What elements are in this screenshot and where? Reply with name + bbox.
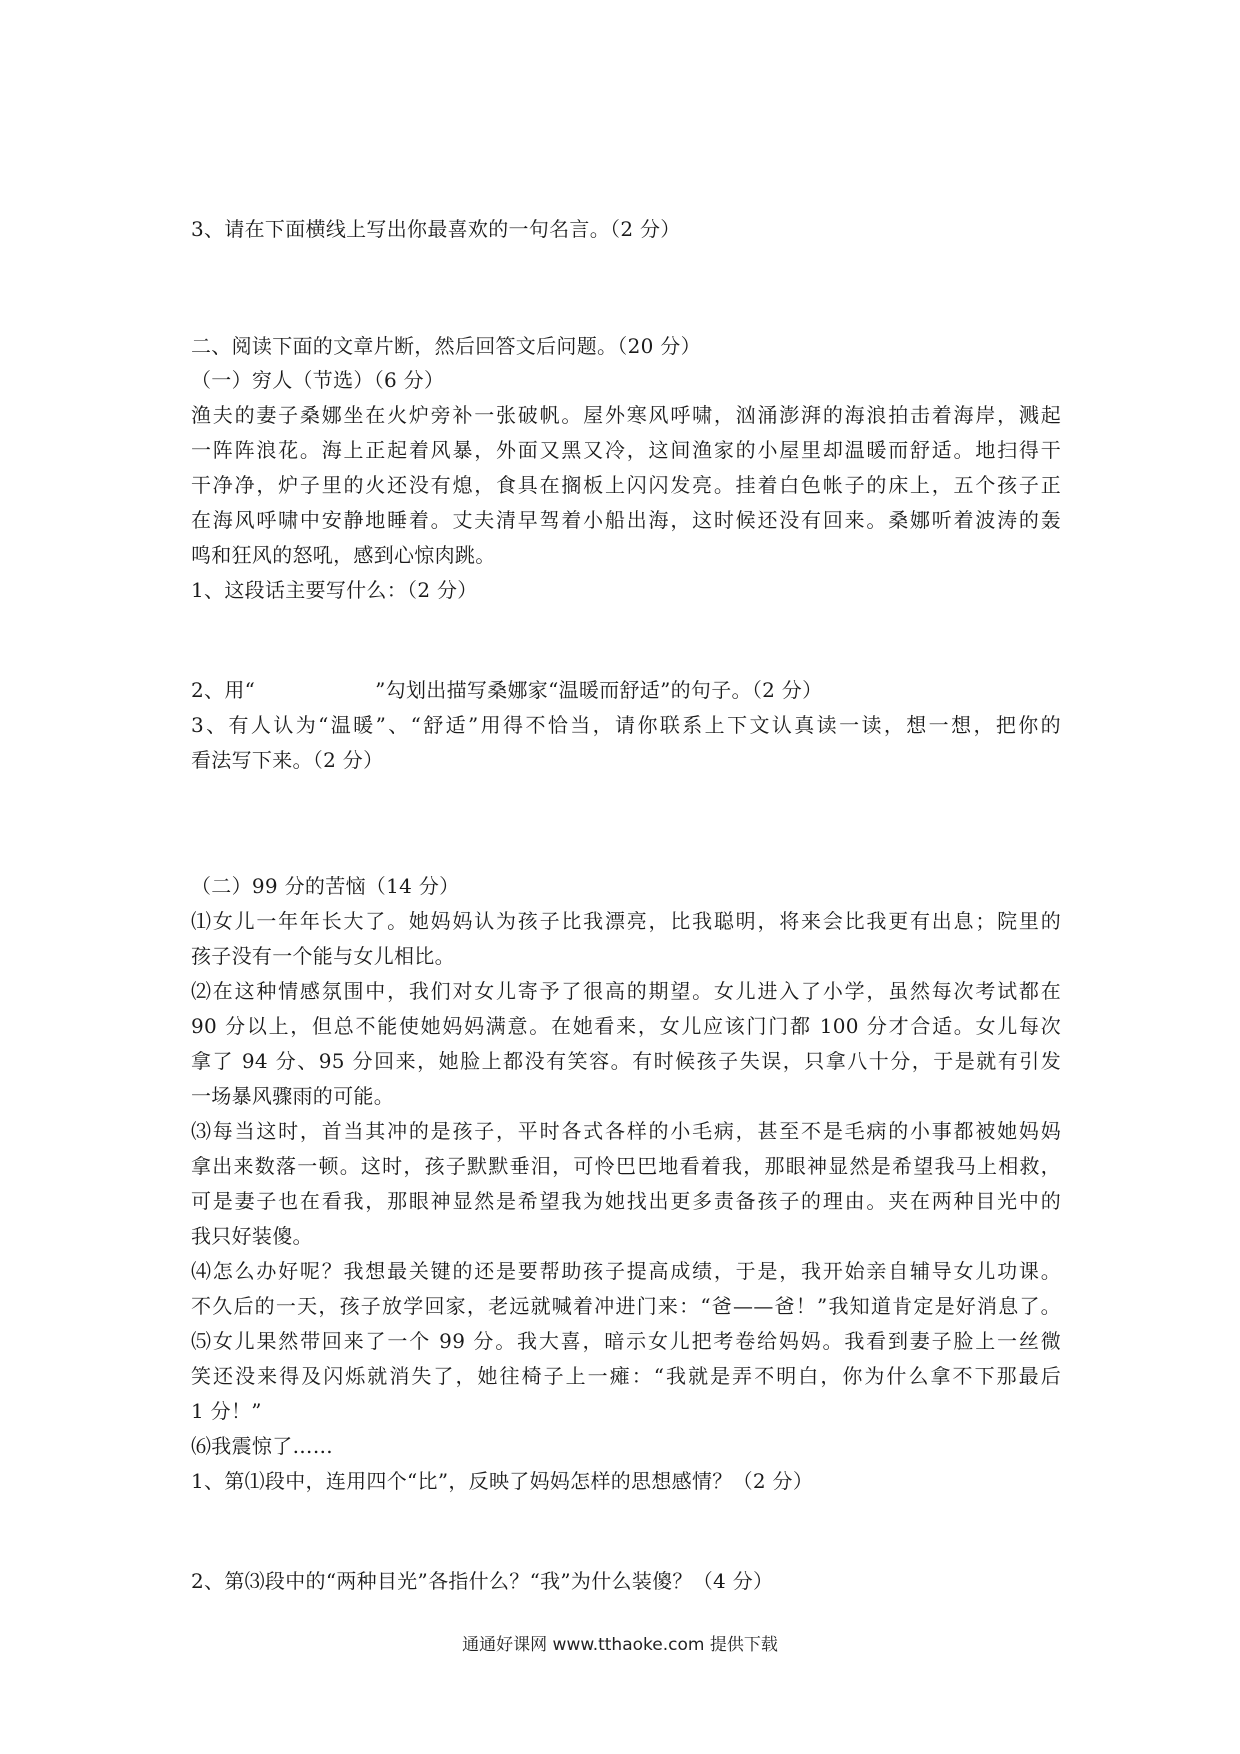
part-2-text-line: ⑴女儿一年年长大了。她妈妈认为孩子比我漂亮，比我聪明，将来会比我更有出息；院里的 xyxy=(191,909,1061,933)
part-2-question-2: 2、第⑶段中的“两种目光”各指什么？“我”为什么装傻？（4 分） xyxy=(191,1569,774,1593)
q2-prefix: 2、用“ xyxy=(191,678,256,702)
footer-download-note: 通通好课网 www.tthaoke.com 提供下载 xyxy=(462,1635,778,1655)
part-2-text-line: 我只好装傻。 xyxy=(191,1224,313,1248)
part-2-text-line: ⑶每当这时，首当其冲的是孩子，平时各式各样的小毛病，甚至不是毛病的小事都被她妈妈 xyxy=(191,1119,1061,1143)
part-1-question-1: 1、这段话主要写什么：（2 分） xyxy=(191,578,478,602)
part-2-text-line: 不久后的一天，孩子放学回家，老远就喊着冲进门来：“爸——爸！”我知道肯定是好消息了。 xyxy=(191,1294,1061,1318)
part-1-question-3-line: 3、有人认为“温暖”、“舒适”用得不恰当，请你联系上下文认真读一读，想一想，把你的 xyxy=(191,713,1061,737)
part-1-paragraph-line: 一阵阵浪花。海上正起着风暴，外面又黑又冷，这间渔家的小屋里却温暖而舒适。地扫得干 xyxy=(191,438,1061,462)
part-2-text-line: 可是妻子也在看我，那眼神显然是希望我为她找出更多责备孩子的理由。夹在两种目光中的 xyxy=(191,1189,1061,1213)
part-2-text-line: 拿了 94 分、95 分回来，她脸上都没有笑容。有时候孩子失误，只拿八十分，于是就有引发 xyxy=(191,1049,1061,1073)
part-2-text-line: ⑷怎么办好呢？我想最关键的还是要帮助孩子提高成绩，于是，我开始亲自辅导女儿功课。 xyxy=(191,1259,1061,1283)
question-3-famous-quote: 3、请在下面横线上写出你最喜欢的一句名言。（2 分） xyxy=(191,217,681,241)
part-2-text-line: ⑵在这种情感氛围中，我们对女儿寄予了很高的期望。女儿进入了小学，虽然每次考试都在 xyxy=(191,979,1061,1003)
section-2-heading: 二、阅读下面的文章片断，然后回答文后问题。（20 分） xyxy=(191,334,701,358)
part-1-question-3-line: 看法写下来。（2 分） xyxy=(191,748,384,772)
part-1-paragraph-line: 渔夫的妻子桑娜坐在火炉旁补一张破帆。屋外寒风呼啸，汹涌澎湃的海浪拍击着海岸，溅起 xyxy=(191,403,1061,427)
part-1-paragraph-line: 鸣和狂风的怒吼，感到心惊肉跳。 xyxy=(191,543,496,567)
part-1-paragraph-line: 在海风呼啸中安静地睡着。丈夫清早驾着小船出海，这时候还没有回来。桑娜听着波涛的轰 xyxy=(191,508,1061,532)
part-2-question-1: 1、第⑴段中，连用四个“比”，反映了妈妈怎样的思想感情？（2 分） xyxy=(191,1469,814,1493)
part-2-text-line: ⑹我震惊了…… xyxy=(191,1434,334,1458)
part-1-paragraph-line: 干净净，炉子里的火还没有熄，食具在搁板上闪闪发亮。挂着白色帐子的床上，五个孩子正 xyxy=(191,473,1061,497)
part-2-title: （二）99 分的苦恼（14 分） xyxy=(191,874,460,898)
part-2-text-line: 笑还没来得及闪烁就消失了，她往椅子上一瘫：“我就是弄不明白，你为什么拿不下那最后 xyxy=(191,1364,1061,1388)
part-1-title: （一）穷人（节选）（6 分） xyxy=(191,368,445,392)
part-2-text-line: 孩子没有一个能与女儿相比。 xyxy=(191,944,455,968)
part-2-text-line: 90 分以上，但总不能使她妈妈满意。在她看来，女儿应该门门都 100 分才合适。女儿每次 xyxy=(191,1014,1061,1038)
q2-suffix: ”勾划出描写桑娜家“温暖而舒适”的句子。（2 分） xyxy=(375,678,823,702)
part-2-text-line: 1 分！” xyxy=(191,1399,262,1423)
part-2-text-line: ⑸女儿果然带回来了一个 99 分。我大喜，暗示女儿把考卷给妈妈。我看到妻子脸上一丝微 xyxy=(191,1329,1061,1353)
part-2-text-line: 一场暴风骤雨的可能。 xyxy=(191,1084,394,1108)
part-1-question-2 xyxy=(191,672,1061,708)
part-2-text-line: 拿出来数落一顿。这时，孩子默默垂泪，可怜巴巴地看着我，那眼神显然是希望我马上相救， xyxy=(191,1154,1061,1178)
